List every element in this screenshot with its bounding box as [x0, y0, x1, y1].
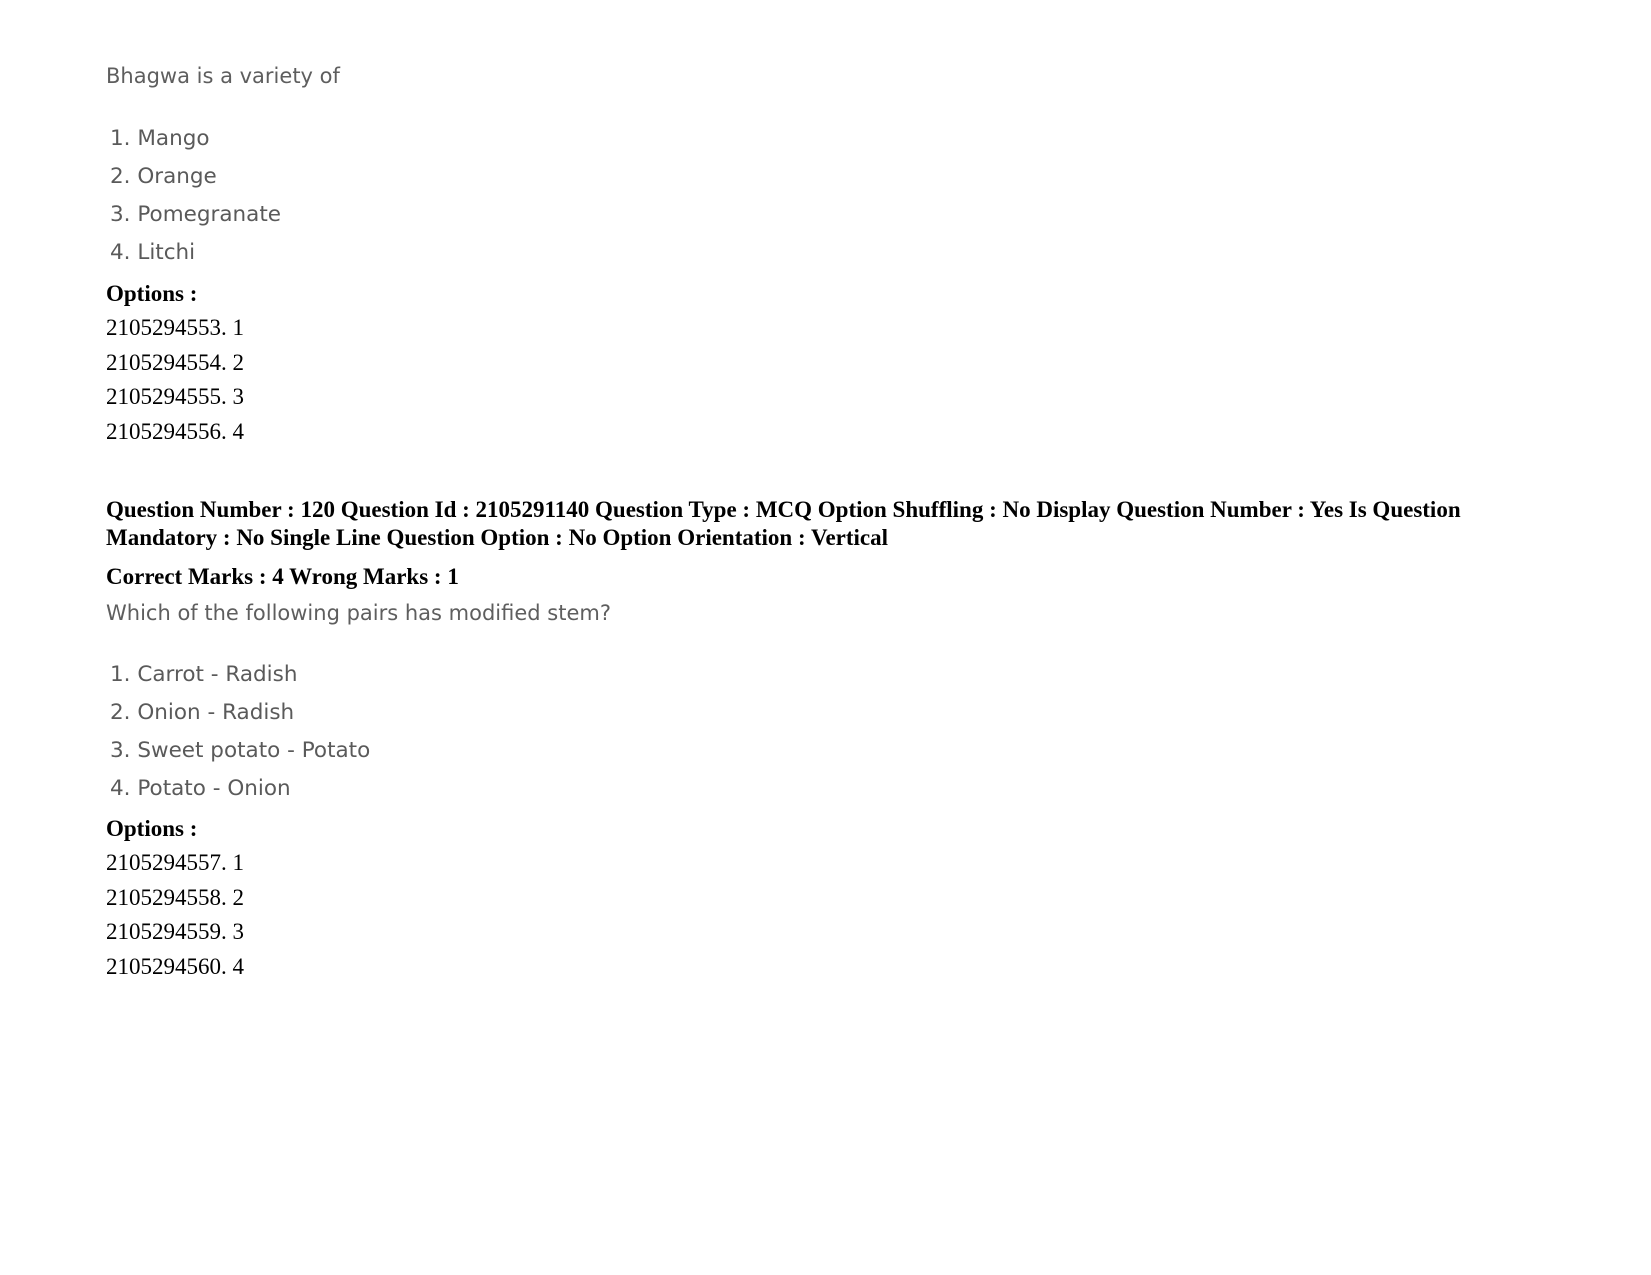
option-item: 2105294560. 4 [106, 953, 244, 979]
choice-item: 3. Sweet potato - Potato [110, 738, 371, 763]
choice-list [104, 120, 281, 272]
option-item: 2105294553. 1 [106, 315, 244, 340]
choice-item: 2. Onion - Radish [110, 700, 295, 725]
choice-item: 1. Mango [110, 126, 210, 151]
choice-item: 3. Pomegranate [110, 202, 281, 227]
question-stem: Which of the following pairs has modified stem? [106, 601, 611, 625]
option-item: 2105294555. 3 [106, 384, 244, 409]
question-stem: Bhagwa is a variety of [106, 64, 340, 88]
marks-line: Correct Marks : 4 Wrong Marks : 1 [106, 564, 459, 589]
choice-item: 4. Litchi [110, 240, 196, 265]
option-list [106, 846, 244, 984]
option-item: 2105294556. 4 [106, 418, 244, 444]
choice-item: 2. Orange [110, 164, 217, 189]
option-item: 2105294559. 3 [106, 919, 244, 944]
choice-item: 1. Carrot - Radish [110, 662, 298, 687]
option-list [106, 311, 244, 449]
choice-list [104, 656, 370, 808]
choice-item: 4. Potato - Onion [110, 776, 291, 801]
question-meta: Question Number : 120 Question Id : 2105291140 Question Type : MCQ Option Shuffling : No Display Question Number : Yes Is Question Mandatory : No Single Line Question Option : No Option Orientation : Vertical [106, 497, 1461, 550]
option-item: 2105294554. 2 [106, 349, 244, 375]
options-label: Options : [106, 281, 198, 306]
option-item: 2105294557. 1 [106, 850, 244, 875]
options-label: Options : [106, 816, 198, 841]
option-item: 2105294558. 2 [106, 884, 244, 910]
